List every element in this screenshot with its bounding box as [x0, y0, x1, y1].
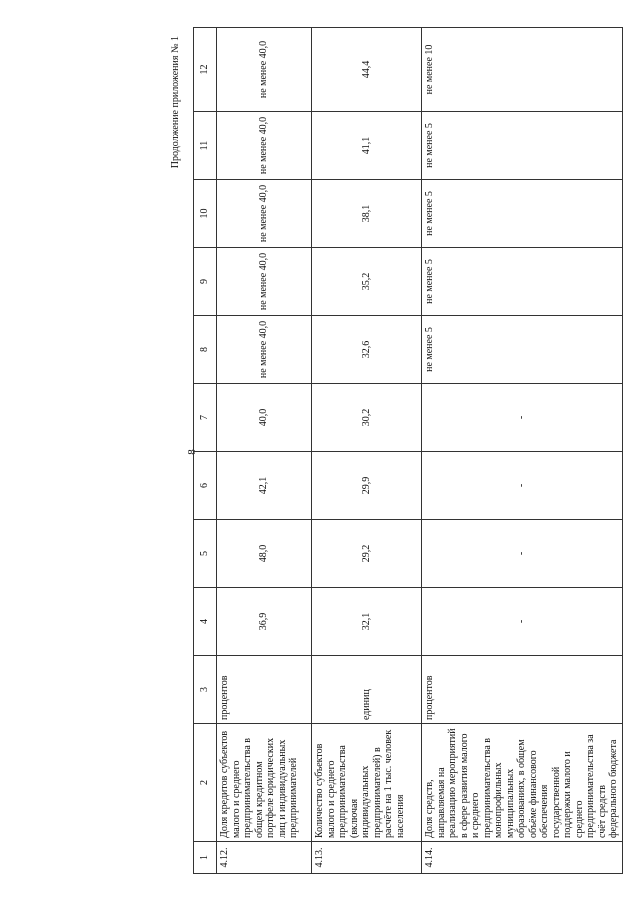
- continuation-note: Продолжение приложения № 1: [170, 36, 181, 169]
- row-index: 4.13.: [312, 842, 422, 874]
- value-cell: 41,1: [312, 112, 422, 180]
- column-header: 2: [194, 724, 217, 842]
- value-cell: 36,9: [217, 588, 312, 656]
- value-cell: 32,6: [312, 316, 422, 384]
- indicators-table: [193, 27, 623, 874]
- value-cell: не менее 40,0: [217, 316, 312, 384]
- value-cell: -: [422, 588, 623, 656]
- value-cell: 35,2: [312, 248, 422, 316]
- unit-cell: единиц: [312, 656, 422, 724]
- value-cell: не менее 10: [422, 28, 623, 112]
- column-header: 10: [194, 180, 217, 248]
- value-cell: -: [422, 452, 623, 520]
- column-header: 11: [194, 112, 217, 180]
- indicator-name: Доля кредитов субъектов малого и среднего предпринимательства в общем кредитном портфеле юридических лиц и индивидуальных предпринимателей: [217, 724, 312, 842]
- rotated-document-page: [0, 12, 640, 892]
- value-cell: -: [422, 384, 623, 452]
- column-header: 1: [194, 842, 217, 874]
- unit-cell: процентов: [422, 656, 623, 724]
- value-cell: не менее 40,0: [217, 248, 312, 316]
- value-cell: 32,1: [312, 588, 422, 656]
- column-number-row: [194, 28, 217, 874]
- column-header: 8: [194, 316, 217, 384]
- row-index: 4.14.: [422, 842, 623, 874]
- value-cell: 29,9: [312, 452, 422, 520]
- column-header: 4: [194, 588, 217, 656]
- column-header: 3: [194, 656, 217, 724]
- column-header: 9: [194, 248, 217, 316]
- value-cell: не менее 40,0: [217, 112, 312, 180]
- indicator-name: Доля средств, направляемая на реализацию мероприятий в сфере развития малого и среднего предпринимательства в монопрофильных муниципальных образованиях, в общем объёме финансового обеспечения государственной поддержки малого и среднего предпринимательства за счёт средств федерального бюджета: [422, 724, 623, 842]
- column-header: 5: [194, 520, 217, 588]
- value-cell: не менее 5: [422, 112, 623, 180]
- table-row-4-13: [312, 28, 422, 874]
- value-cell: -: [422, 520, 623, 588]
- value-cell: не менее 40,0: [217, 28, 312, 112]
- value-cell: 42,1: [217, 452, 312, 520]
- value-cell: не менее 5: [422, 180, 623, 248]
- page-number: 8: [186, 449, 198, 455]
- row-index: 4.12.: [217, 842, 312, 874]
- value-cell: не менее 5: [422, 316, 623, 384]
- unit-cell: процентов: [217, 656, 312, 724]
- value-cell: 48,0: [217, 520, 312, 588]
- value-cell: не менее 5: [422, 248, 623, 316]
- table-row-4-14: [422, 28, 623, 874]
- value-cell: 30,2: [312, 384, 422, 452]
- column-header: 6: [194, 452, 217, 520]
- value-cell: 29,2: [312, 520, 422, 588]
- table-row-4-12: [217, 28, 312, 874]
- value-cell: 38,1: [312, 180, 422, 248]
- column-header: 12: [194, 28, 217, 112]
- value-cell: 44,4: [312, 28, 422, 112]
- column-header: 7: [194, 384, 217, 452]
- value-cell: 40,0: [217, 384, 312, 452]
- value-cell: не менее 40,0: [217, 180, 312, 248]
- indicator-name: Количество субъектов малого и среднего предпринимательства (включая индивидуальных предпринимателей) в расчёте на 1 тыс. человек населения: [312, 724, 422, 842]
